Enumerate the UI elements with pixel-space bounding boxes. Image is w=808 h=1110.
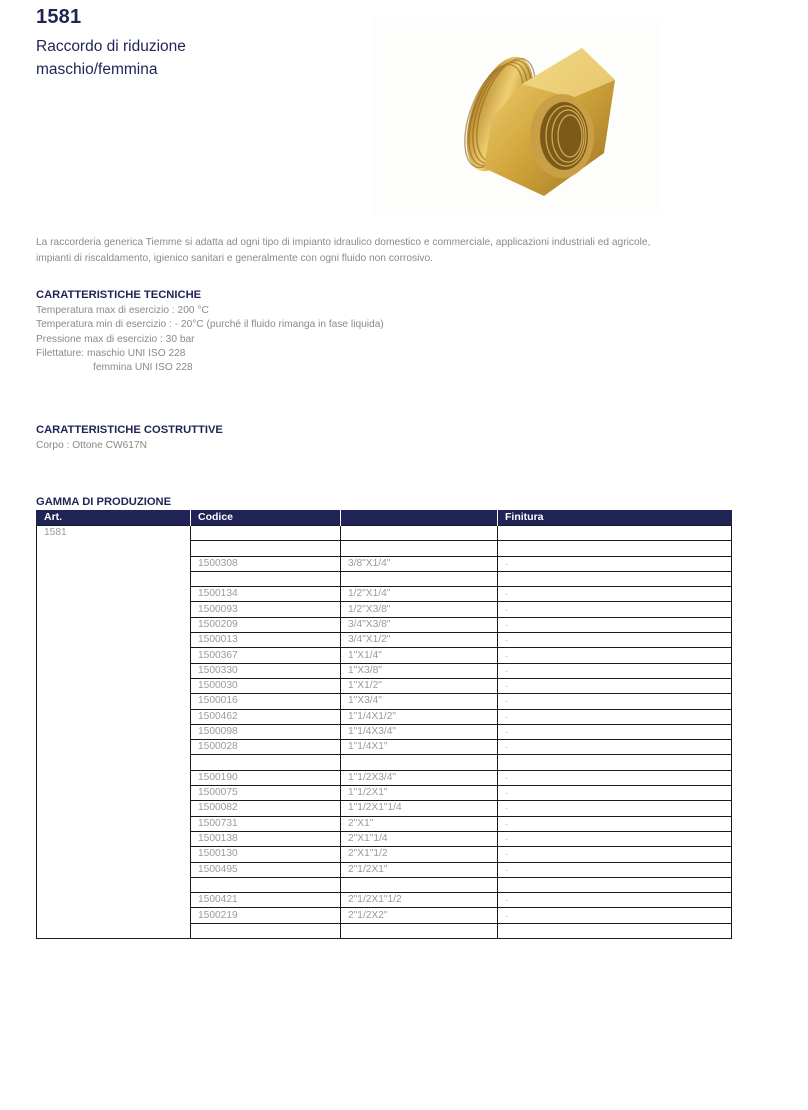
size-cell: 1"X3/4": [341, 694, 498, 709]
finish-cell: -: [498, 816, 732, 831]
finish-cell: -: [498, 694, 732, 709]
finish-cell: -: [498, 847, 732, 862]
tech-heading: CARATTERISTICHE TECNICHE: [36, 289, 202, 301]
code-cell: 1500082: [191, 801, 341, 816]
code-cell: 1500495: [191, 862, 341, 877]
product-code: 1581: [36, 6, 82, 28]
size-cell: 1"1/4X1": [341, 740, 498, 755]
construction-spec-line: Corpo : Ottone CW617N: [36, 440, 147, 451]
code-cell: 1500028: [191, 740, 341, 755]
code-cell: 1500209: [191, 617, 341, 632]
finish-cell: -: [498, 587, 732, 602]
product-title-line1: Raccordo di riduzione: [36, 38, 186, 55]
product-photo: [372, 18, 662, 214]
size-cell: 1"1/4X1/2": [341, 709, 498, 724]
tech-spec-line: Temperatura min di esercizio : - 20°C (purché il fluido rimanga in fase liquida): [36, 319, 384, 331]
code-cell: 1500462: [191, 709, 341, 724]
tech-spec-line: femmina UNI ISO 228: [93, 362, 193, 374]
range-heading: GAMMA DI PRODUZIONE: [36, 496, 172, 508]
finish-cell: -: [498, 648, 732, 663]
code-cell: 1500421: [191, 893, 341, 908]
code-cell: 1500098: [191, 724, 341, 739]
finish-cell: [498, 526, 732, 541]
size-cell: 1"X3/8": [341, 663, 498, 678]
tech-specs: [36, 304, 384, 375]
size-cell: 2"X1"1/2: [341, 847, 498, 862]
code-cell: 1500731: [191, 816, 341, 831]
code-cell: [191, 755, 341, 770]
code-cell: [191, 541, 341, 556]
finish-cell: -: [498, 893, 732, 908]
size-cell: [341, 541, 498, 556]
code-cell: 1500367: [191, 648, 341, 663]
size-cell: 2"1/2X1": [341, 862, 498, 877]
code-cell: 1500138: [191, 831, 341, 846]
finish-cell: [498, 571, 732, 586]
size-cell: 2"1/2X2": [341, 908, 498, 923]
size-cell: [341, 755, 498, 770]
table-header-row: [37, 510, 732, 526]
size-cell: [341, 526, 498, 541]
code-cell: 1500075: [191, 786, 341, 801]
finish-cell: -: [498, 633, 732, 648]
finish-cell: -: [498, 617, 732, 632]
finish-cell: [498, 923, 732, 938]
finish-cell: -: [498, 801, 732, 816]
size-cell: 2"X1": [341, 816, 498, 831]
code-cell: 1500093: [191, 602, 341, 617]
construction-heading: CARATTERISTICHE COSTRUTTIVE: [36, 424, 223, 436]
description-line1: La raccorderia generica Tiemme si adatta ad ogni tipo di impianto idraulico domestico e commerciale, applicazioni industriali ed agricole,: [36, 237, 651, 248]
size-cell: 1"1/2X1"1/4: [341, 801, 498, 816]
table-row: [37, 526, 732, 541]
finish-cell: -: [498, 862, 732, 877]
description: [36, 235, 756, 266]
column-header-size: [341, 510, 498, 526]
size-cell: 3/4"X3/8": [341, 617, 498, 632]
size-cell: 1/2"X1/4": [341, 587, 498, 602]
brass-fitting-icon: [372, 18, 662, 214]
table-body: [37, 526, 732, 939]
finish-cell: -: [498, 602, 732, 617]
finish-cell: -: [498, 724, 732, 739]
size-cell: 1"1/4X3/4": [341, 724, 498, 739]
art-cell: 1581: [37, 526, 191, 939]
size-cell: 3/4"X1/2": [341, 633, 498, 648]
code-cell: [191, 571, 341, 586]
size-cell: [341, 571, 498, 586]
size-cell: 2"X1"1/4: [341, 831, 498, 846]
finish-cell: -: [498, 770, 732, 785]
size-cell: 1/2"X3/8": [341, 602, 498, 617]
size-cell: 1"1/2X3/4": [341, 770, 498, 785]
finish-cell: [498, 541, 732, 556]
finish-cell: -: [498, 786, 732, 801]
code-cell: 1500130: [191, 847, 341, 862]
finish-cell: [498, 755, 732, 770]
finish-cell: -: [498, 908, 732, 923]
product-title: [36, 35, 336, 81]
size-cell: 1"X1/4": [341, 648, 498, 663]
code-cell: [191, 877, 341, 892]
size-cell: 3/8"X1/4": [341, 556, 498, 571]
finish-cell: -: [498, 831, 732, 846]
finish-cell: [498, 877, 732, 892]
code-cell: 1500308: [191, 556, 341, 571]
code-cell: 1500330: [191, 663, 341, 678]
column-header-art: Art.: [37, 510, 191, 526]
code-cell: [191, 923, 341, 938]
code-cell: 1500030: [191, 678, 341, 693]
tech-spec-line: Temperatura max di esercizio : 200 °C: [36, 305, 209, 316]
size-cell: [341, 923, 498, 938]
description-line2: impianti di riscaldamento, igienico sanitari e generalmente con ogni fluido non corrosivo.: [36, 252, 433, 264]
code-cell: 1500190: [191, 770, 341, 785]
finish-cell: -: [498, 740, 732, 755]
size-cell: [341, 877, 498, 892]
code-cell: 1500219: [191, 908, 341, 923]
product-title-line2: maschio/femmina: [36, 61, 158, 78]
column-header-codice: Codice: [191, 510, 341, 526]
size-cell: 2"1/2X1"1/2: [341, 893, 498, 908]
finish-cell: -: [498, 663, 732, 678]
code-cell: 1500013: [191, 633, 341, 648]
construction-specs: [36, 439, 147, 453]
code-cell: [191, 526, 341, 541]
code-cell: 1500134: [191, 587, 341, 602]
tech-spec-line: Pressione max di esercizio : 30 bar: [36, 333, 195, 345]
size-cell: 1"X1/2": [341, 678, 498, 693]
column-header-finitura: Finitura: [498, 510, 732, 526]
finish-cell: -: [498, 678, 732, 693]
finish-cell: -: [498, 709, 732, 724]
tech-spec-line: Filettature: maschio UNI ISO 228: [36, 347, 186, 359]
code-cell: 1500016: [191, 694, 341, 709]
finish-cell: -: [498, 556, 732, 571]
size-cell: 1"1/2X1": [341, 786, 498, 801]
production-range-table: [36, 510, 732, 939]
